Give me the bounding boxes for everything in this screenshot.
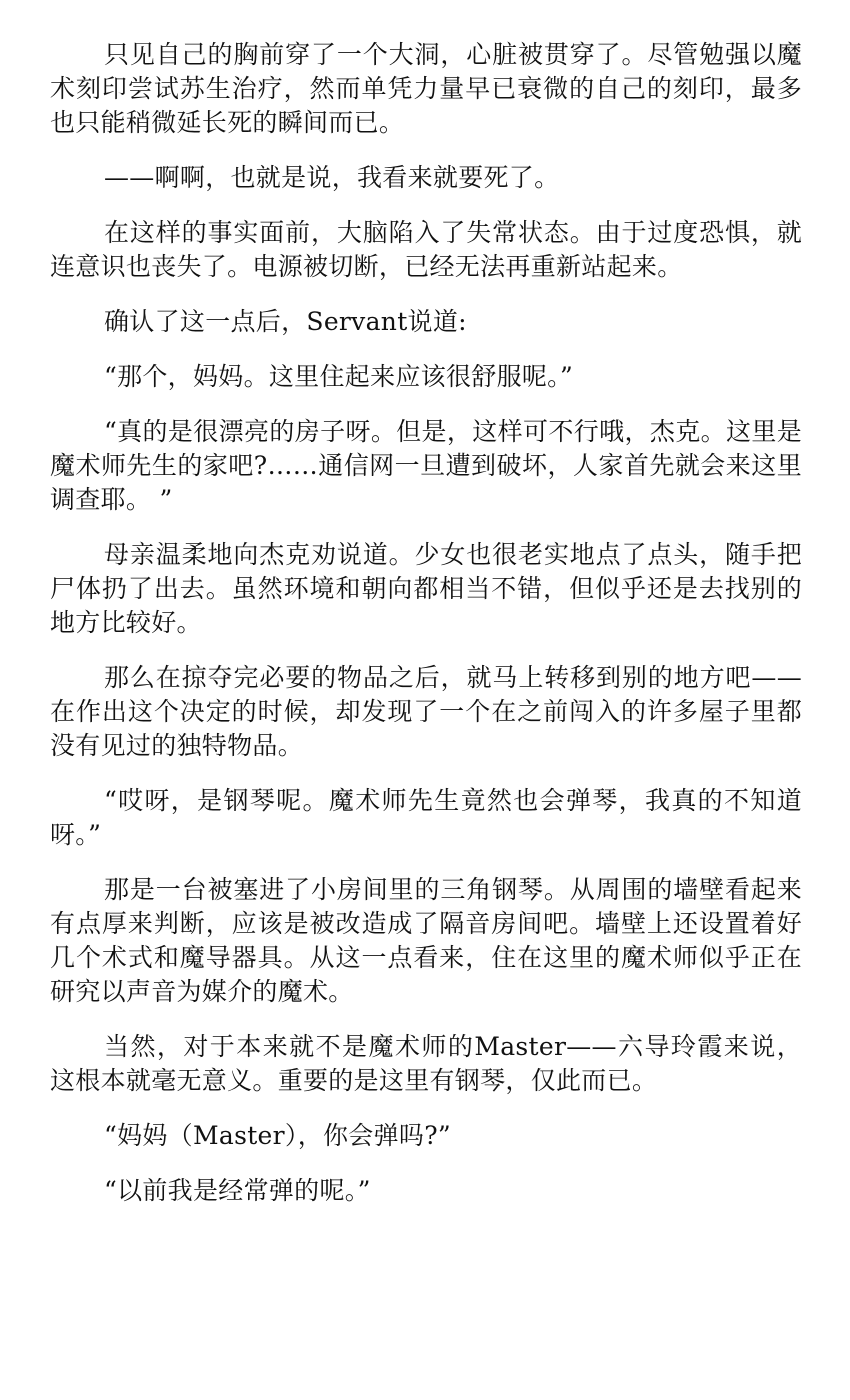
paragraph: 那么在掠夺完必要的物品之后，就马上转移到别的地方吧——在作出这个决定的时候，却发现了一个在之前闯入的许多屋子里都没有见过的独特物品。	[50, 663, 802, 760]
paragraph: 母亲温柔地向杰克劝说道。少女也很老实地点了点头，随手把尸体扔了出去。虽然环境和朝向都相当不错，但似乎还是去找别的地方比较好。	[50, 540, 802, 637]
paragraph: 那是一台被塞进了小房间里的三角钢琴。从周围的墙壁看起来有点厚来判断，应该是被改造成了隔音房间吧。墙壁上还设置着好几个术式和魔导器具。从这一点看来，住在这里的魔术师似乎正在研究以声音为媒介的魔术。	[50, 875, 802, 1006]
dialogue-paragraph: “妈妈（Master），你会弹吗?”	[104, 1121, 451, 1150]
dialogue-paragraph: “哎呀，是钢琴呢。魔术师先生竟然也会弹琴，我真的不知道呀。”	[50, 786, 802, 849]
paragraph: 确认了这一点后，Servant说道:	[104, 307, 467, 336]
dialogue-paragraph: “那个，妈妈。这里住起来应该很舒服呢。”	[104, 362, 574, 391]
paragraph: 只见自己的胸前穿了一个大洞，心脏被贯穿了。尽管勉强以魔术刻印尝试苏生治疗，然而单凭力量早已衰微的自己的刻印，最多也只能稍微延长死的瞬间而已。	[50, 40, 802, 137]
paragraph: 当然，对于本来就不是魔术师的Master——六导玲霞来说，这根本就毫无意义。重要的是这里有钢琴，仅此而已。	[50, 1032, 802, 1095]
dialogue-paragraph: “以前我是经常弹的呢。”	[104, 1176, 371, 1205]
dialogue-paragraph: “真的是很漂亮的房子呀。但是，这样可不行哦，杰克。这里是魔术师先生的家吧?……通信网一旦遭到破坏，人家首先就会来这里调查耶。 ”	[50, 417, 802, 514]
paragraph: 在这样的事实面前，大脑陷入了失常状态。由于过度恐惧，就连意识也丧失了。电源被切断，已经无法再重新站起来。	[50, 218, 802, 281]
paragraph: ——啊啊，也就是说，我看来就要死了。	[104, 163, 560, 192]
